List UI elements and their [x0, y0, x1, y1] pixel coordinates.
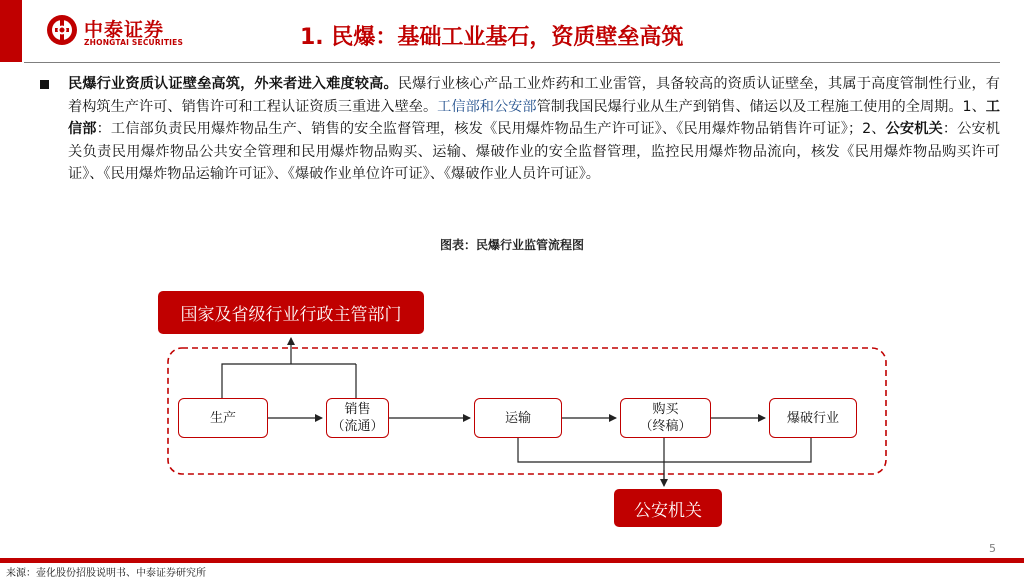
bold-police: 公安机关	[885, 121, 943, 138]
paragraph-part-4: ：公安机关负责民用爆炸物品公共安全管理和民用爆炸物品购买、运输、爆破作业的安全监督管理，监控民用爆炸物品流向，核发《民用爆炸物品购买许可证》、《民用爆炸物品运输许可证》、《爆破作业单位许可证》、《爆破作业人员许可证》。	[68, 121, 1000, 183]
paragraph-part-3: ：工信部负责民用爆炸物品生产、销售的安全监督管理，核发《民用爆炸物品生产许可证》、《民用爆炸物品销售许可证》；2、	[96, 121, 886, 138]
stage-purchase-sublabel: （终稿）	[639, 419, 692, 434]
stage-production	[178, 398, 268, 438]
stage-purchase	[620, 398, 711, 438]
figure-title: 图表：民爆行业监管流程图	[439, 238, 584, 252]
stage-blasting-label: 爆破行业	[786, 410, 839, 426]
stage-blasting	[769, 398, 857, 438]
logo-english-text: ZHONGTAI SECURITIES	[84, 38, 184, 47]
connector-production-sales-to-authority	[222, 338, 356, 398]
stage-sales	[326, 398, 389, 438]
stage-production-label: 生产	[209, 410, 236, 426]
top-authority-box: 国家及省级行业行政主管部门	[158, 291, 424, 334]
paragraph-part-2: 管制我国民爆行业从生产到销售、储运以及工程施工使用的全周期。1、	[536, 98, 986, 115]
stage-purchase-label: 购买	[652, 402, 679, 417]
stage-sales-label: 销售	[344, 402, 371, 417]
stage-transport-label: 运输	[504, 410, 531, 426]
footer-bar	[0, 558, 1024, 563]
bold-miit: 工信部	[68, 98, 1000, 138]
lead-sentence: 民爆行业资质认证壁垒高筑，外来者进入难度较高。	[68, 76, 398, 92]
source-note: 来源：壶化股份招股说明书、中泰证券研究所	[6, 568, 206, 579]
logo-chinese-text: 中泰证券	[84, 19, 165, 41]
page-title: 1. 民爆：基础工业基石，资质壁垒高筑	[300, 25, 684, 50]
page-number: 5	[989, 542, 996, 555]
highlighted-authorities: 工信部和公安部	[437, 98, 537, 115]
stage-sales-sublabel: （流通）	[331, 419, 384, 434]
stage-transport	[474, 398, 562, 438]
paragraph-part-1: 民爆行业核心产品工业炸药和工业雷管，具备较高的资质认证壁垒，其属于高度管制性行业，有着构筑生产许可、销售许可和工程认证资质三重进入壁垒。	[68, 76, 1000, 115]
police-box: 公安机关	[614, 489, 722, 527]
